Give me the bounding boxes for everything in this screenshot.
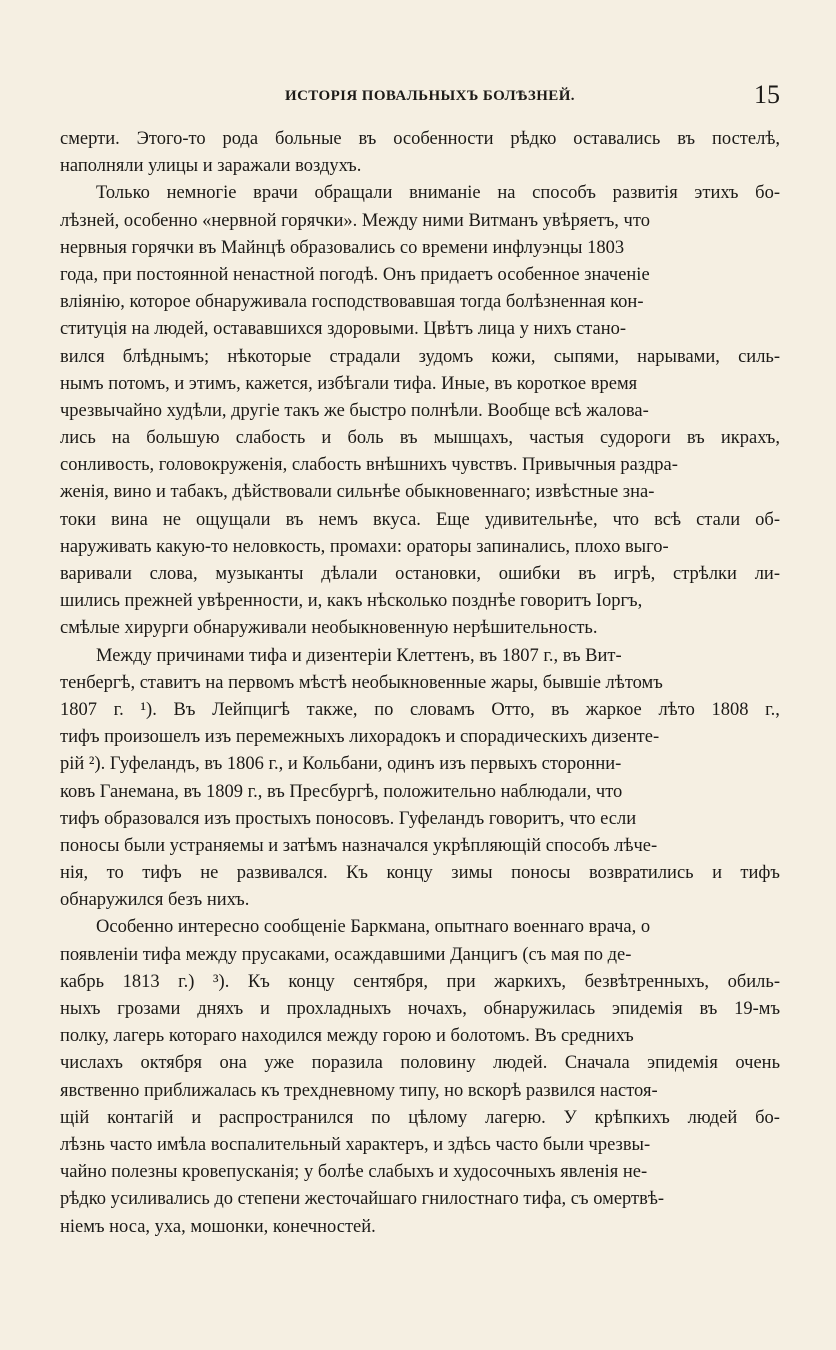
- text-line: шились прежней увѣренности, и, какъ нѣсколько позднѣе говоритъ Іоргъ,: [60, 591, 643, 612]
- text-line: токи вина не ощущали въ немъ вкуса. Еще удивительнѣе, что всѣ стали об-: [60, 509, 780, 530]
- text-line: чайно полезны кровепусканія; у болѣе слабыхъ и худосочныхъ явленія не-: [60, 1162, 648, 1183]
- text-line: кабрь 1813 г.) ³). Къ концу сентября, при жаркихъ, безвѣтренныхъ, обиль-: [60, 971, 780, 992]
- text-line: нервныя горячки въ Майнцѣ образовались со времени инфлуэнцы 1803: [60, 237, 625, 258]
- text-line: Между причинами тифа и дизентеріи Клеттенъ, въ 1807 г., въ Вит-: [96, 645, 622, 666]
- text-line: вился блѣднымъ; нѣкоторые страдали зудомъ кожи, сыпями, нарывами, силь-: [60, 346, 781, 367]
- text-line: щій контагій и распространился по цѣлому лагерю. У крѣпкихъ людей бо-: [60, 1107, 780, 1128]
- text-line: вліянію, которое обнаруживала господствовавшая тогда болѣзненная кон-: [60, 292, 644, 313]
- text-line: ніемъ носа, уха, мошонки, конечностей.: [60, 1216, 376, 1237]
- text-line: смерти. Этого-то рода больные въ особенности рѣдко оставались въ постелѣ,: [60, 129, 781, 149]
- text-line: чрезвычайно худѣли, другіе такъ же быстро полнѣли. Вообще всѣ жалова-: [60, 400, 649, 421]
- page-number: 15: [754, 80, 780, 109]
- text-line: года, при постоянной ненастной погодѣ. Онъ придаетъ особенное значеніе: [60, 264, 650, 285]
- text-line: поносы были устраняемы и затѣмъ назначался укрѣпляющій способъ лѣче-: [60, 835, 658, 856]
- text-line: женія, вино и табакъ, дѣйствовали сильнѣе обыкновеннаго; извѣстные зна-: [60, 482, 655, 503]
- body-text: [60, 126, 780, 1241]
- text-line: тенбергѣ, ставитъ на первомъ мѣстѣ необыкновенные жары, бывшіе лѣтомъ: [60, 672, 663, 693]
- text-line: тифъ образовался изъ простыхъ поносовъ. Гуфеландъ говоритъ, что если: [60, 808, 637, 829]
- text-line: 1807 г. ¹). Въ Лейпцигѣ также, по словамъ Отто, въ жаркое лѣто 1808 г.,: [60, 699, 780, 720]
- text-line: рій ²). Гуфеландъ, въ 1806 г., и Кольбани, одинъ изъ первыхъ сторонни-: [60, 754, 622, 775]
- text-line: Особенно интересно сообщеніе Баркмана, опытнаго военнаго врача, о: [96, 917, 651, 938]
- text-line: лись на большую слабость и боль въ мышцахъ, частыя судороги въ икрахъ,: [60, 428, 780, 449]
- text-line: ковъ Ганемана, въ 1809 г., въ Пресбургѣ, положительно наблюдали, что: [60, 781, 623, 802]
- text-line: сонливость, головокруженія, слабость внѣшнихъ чувствъ. Привычныя раздра-: [60, 455, 678, 476]
- text-line: Только немногіе врачи обращали вниманіе на способъ развитія этихъ бо-: [96, 183, 780, 204]
- text-line: числахъ октября она уже поразила половину людей. Сначала эпидемія очень: [60, 1053, 781, 1074]
- running-head: [60, 80, 780, 112]
- text-line: наполняли улицы и заражали воздухъ.: [60, 156, 362, 177]
- text-line: полку, лагерь котораго находился между горою и болотомъ. Въ среднихъ: [60, 1026, 634, 1047]
- text-line: лѣзней, особенно «нервной горячки». Между ними Витманъ увѣряетъ, что: [60, 210, 650, 231]
- text-line: смѣлые хирурги обнаруживали необыкновенную нерѣшительность.: [60, 618, 598, 639]
- text-line: нымъ потомъ, и этимъ, кажется, избѣгали тифа. Иные, въ короткое время: [60, 373, 638, 394]
- text-line: появленіи тифа между прусаками, осаждавшими Данцигъ (съ мая по де-: [60, 944, 632, 965]
- text-line: ституція на людей, остававшихся здоровыми. Цвѣтъ лица у нихъ стано-: [60, 319, 627, 340]
- text-line: наруживать какую-то неловкость, промахи: ораторы запинались, плохо выго-: [60, 536, 669, 557]
- text-line: рѣдко усиливались до степени жесточайшаго гнилостнаго тифа, съ омертвѣ-: [60, 1189, 665, 1210]
- text-line: лѣзнь часто имѣла воспалительный характеръ, и здѣсь часто были чрезвы-: [60, 1134, 651, 1155]
- text-line: нія, то тифъ не развивался. Къ концу зимы поносы возвратились и тифъ: [60, 863, 780, 884]
- text-line: ныхъ грозами дняхъ и прохладныхъ ночахъ, обнаружилась эпидемія въ 19-мъ: [60, 999, 781, 1019]
- text-line: тифъ произошелъ изъ перемежныхъ лихорадокъ и спорадическихъ дизенте-: [60, 727, 660, 748]
- text-line: явственно приближалась къ трехдневному типу, но вскорѣ развился настоя-: [60, 1080, 658, 1101]
- text-line: варивали слова, музыканты дѣлали остановки, ошибки въ игрѣ, стрѣлки ли-: [60, 564, 780, 584]
- running-title: ИСТОРІЯ ПОВАЛЬНЫХЪ БОЛѢЗНЕЙ.: [285, 88, 575, 104]
- text-line: обнаружился безъ нихъ.: [60, 890, 250, 911]
